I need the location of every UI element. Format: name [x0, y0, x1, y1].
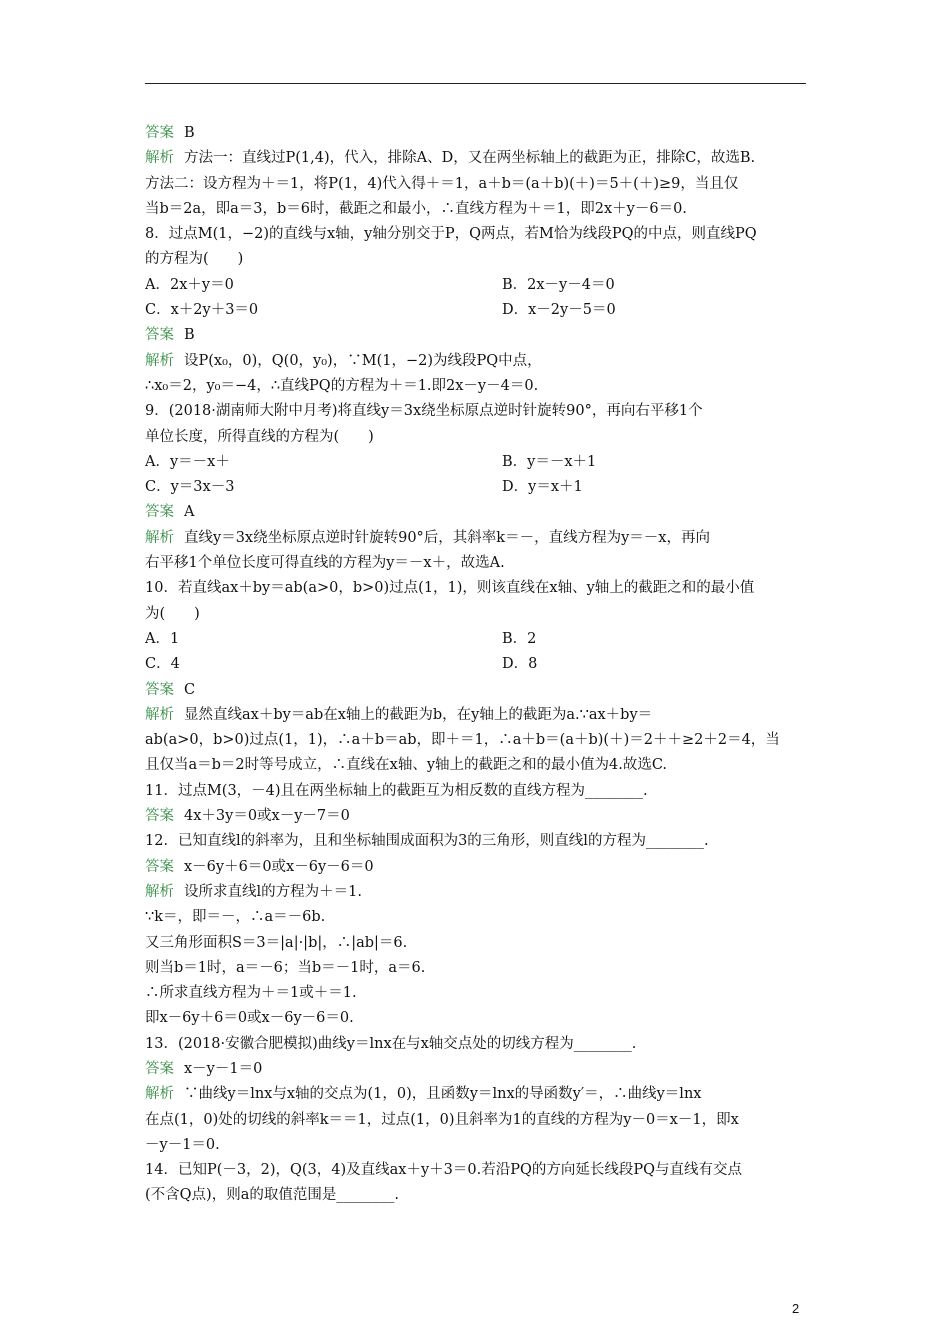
answer-label: 答案	[145, 681, 174, 698]
answer-option: D．x－2y－5＝0	[502, 302, 616, 319]
answer-option: B．2	[502, 630, 537, 647]
answer-label: 解析	[145, 1086, 174, 1103]
header-rule	[145, 83, 806, 84]
answer-label: 答案	[145, 327, 174, 344]
line-text: 在点(1，0)处的切线的斜率k＝＝1，过点(1，0)且斜率为1的直线的方程为y－0＝x－1，即x	[145, 1111, 739, 1128]
line-text: 13．(2018·安徽合肥模拟)曲线y＝lnx在与x轴交点处的切线方程为________.	[145, 1035, 637, 1052]
line-text: 8．过点M(1，−2)的直线与x轴，y轴分别交于P，Q两点，若M恰为线段PQ的中点，则直线PQ	[145, 226, 757, 243]
line-text: 的方程为( )	[145, 251, 244, 268]
text-line	[145, 576, 806, 601]
line-text: 直线y＝3x绕坐标原点逆时针旋转90°后，其斜率k＝－，直线方程为y＝－x，再向	[184, 529, 710, 546]
text-line	[145, 146, 806, 171]
text-line	[145, 1057, 806, 1082]
text-line	[145, 905, 806, 930]
text-line	[145, 222, 806, 247]
text-line	[145, 981, 806, 1006]
text-line	[145, 627, 806, 652]
line-text: ∵曲线y＝lnx与x轴的交点为(1，0)，且函数y＝lnx的导函数y′＝，∴曲线y＝lnx	[184, 1086, 702, 1103]
answer-label: 答案	[145, 125, 174, 141]
line-text: x－6y＋6＝0或x－6y－6＝0	[184, 858, 374, 875]
text-line	[145, 551, 806, 576]
text-line	[145, 526, 806, 551]
answer-option: D．8	[502, 656, 538, 673]
document-body	[145, 121, 806, 1209]
line-text: ab(a>0，b>0)过点(1，1)，∴a＋b＝ab，即＋＝1，∴a＋b＝(a＋b)(＋)＝2＋＋≥2＋2＝4，当	[145, 732, 780, 749]
answer-option: A．2x＋y＝0	[145, 276, 234, 293]
line-text: 4x＋3y＝0或x－y－7＝0	[184, 808, 350, 825]
text-line	[145, 931, 806, 956]
text-line	[145, 425, 806, 450]
line-text: x－y－1＝0	[184, 1060, 263, 1077]
answer-label: 答案	[145, 858, 174, 875]
text-line	[145, 652, 806, 677]
text-line	[145, 500, 806, 525]
answer-option: C．x＋2y＋3＝0	[145, 302, 259, 319]
answer-label: 解析	[145, 706, 174, 723]
text-line	[145, 399, 806, 424]
line-text: C	[184, 681, 196, 698]
line-text: (不含Q点)，则a的取值范围是________.	[145, 1187, 399, 1204]
line-text: 12．已知直线l的斜率为，且和坐标轴围成面积为3的三角形，则直线l的方程为________.	[145, 833, 709, 850]
answer-option: B．y＝－x＋1	[502, 453, 597, 470]
line-text: 且仅当a＝b＝2时等号成立，∴直线在x轴、y轴上的截距之和的最小值为4.故选C.	[145, 757, 668, 774]
line-text: 14．已知P(－3，2)，Q(3，4)及直线ax＋y＋3＝0.若沿PQ的方向延长线段PQ与直线有交点	[145, 1162, 742, 1179]
text-line	[145, 475, 806, 500]
text-line	[145, 349, 806, 374]
line-text: 设P(x₀，0)，Q(0，y₀)，∵M(1，−2)为线段PQ中点，	[184, 352, 542, 369]
text-line	[145, 450, 806, 475]
line-text: ∵k＝，即＝－，∴a＝－6b.	[145, 909, 326, 926]
line-text: 当b＝2a，即a＝3，b＝6时，截距之和最小，∴直线方程为＋＝1，即2x＋y－6＝0.	[145, 200, 687, 217]
line-text: 方法二：设方程为＋＝1，将P(1，4)代入得＋＝1，a＋b＝(a＋b)(＋)＝5＋(＋)≥9，当且仅	[145, 175, 739, 192]
text-line	[145, 602, 806, 627]
text-line	[145, 1032, 806, 1057]
answer-option: C．4	[145, 656, 180, 673]
text-line	[145, 273, 806, 298]
line-text: 右平移1个单位长度可得直线的方程为y＝－x＋，故选A.	[145, 555, 505, 572]
text-line	[145, 880, 806, 905]
text-line	[145, 1082, 806, 1107]
line-text: 方法一：直线过P(1,4)，代入，排除A、D，又在两坐标轴上的截距为正，排除C，故选B.	[184, 150, 756, 167]
answer-label: 答案	[145, 1060, 174, 1077]
answer-option: D．y＝x＋1	[502, 479, 583, 496]
answer-label: 解析	[145, 352, 174, 369]
text-line	[145, 703, 806, 728]
line-text: 则当b＝1时，a＝－6；当b＝－1时，a＝6.	[145, 959, 426, 976]
text-line	[145, 1006, 806, 1031]
text-line	[145, 1108, 806, 1133]
text-line	[145, 753, 806, 778]
answer-option: C．y＝3x－3	[145, 479, 235, 496]
line-text: 设所求直线l的方程为＋＝1.	[184, 883, 362, 900]
answer-label: 解析	[145, 150, 174, 167]
line-text: 显然直线ax＋by＝ab在x轴上的截距为b，在y轴上的截距为a.∵ax＋by＝	[184, 706, 653, 723]
text-line	[145, 956, 806, 981]
text-line	[145, 172, 806, 197]
text-line	[145, 1158, 806, 1183]
line-text: 9．(2018·湖南师大附中月考)将直线y＝3x绕坐标原点逆时针旋转90°，再向右平移1个	[145, 403, 703, 420]
text-line	[145, 678, 806, 703]
line-text: 11．过点M(3，－4)且在两坐标轴上的截距互为相反数的直线方程为________.	[145, 782, 648, 799]
line-text: 又三角形面积S＝3＝|a|·|b|，∴|ab|＝6.	[145, 934, 408, 951]
line-text: ∴所求直线方程为＋＝1或＋＝1.	[145, 985, 357, 1002]
text-line	[145, 121, 806, 146]
text-line	[145, 247, 806, 272]
line-text: A	[184, 504, 195, 521]
page-number: 2	[792, 1301, 800, 1316]
answer-label: 答案	[145, 504, 174, 521]
line-text: B	[184, 125, 195, 141]
text-line	[145, 1183, 806, 1208]
answer-option: B．2x－y－4＝0	[502, 276, 615, 293]
answer-option: A．y＝－x＋	[145, 453, 230, 470]
text-line	[145, 728, 806, 753]
line-text: ∴x₀＝2，y₀＝−4，∴直线PQ的方程为＋＝1.即2x－y－4＝0.	[145, 377, 539, 394]
text-line	[145, 374, 806, 399]
line-text: 10．若直线ax＋by＝ab(a>0，b>0)过点(1，1)，则该直线在x轴、y轴上的截距之和的最小值	[145, 580, 755, 597]
answer-label: 解析	[145, 529, 174, 546]
text-line	[145, 804, 806, 829]
answer-label: 答案	[145, 808, 174, 825]
text-line	[145, 298, 806, 323]
text-line	[145, 829, 806, 854]
text-line	[145, 779, 806, 804]
line-text: －y－1＝0.	[145, 1136, 220, 1153]
line-text: 单位长度，所得直线的方程为( )	[145, 428, 374, 445]
line-text: B	[184, 327, 195, 344]
line-text: 为( )	[145, 605, 200, 622]
answer-label: 解析	[145, 883, 174, 900]
text-line	[145, 323, 806, 348]
text-line	[145, 197, 806, 222]
text-line	[145, 855, 806, 880]
text-line	[145, 1133, 806, 1158]
line-text: 即x－6y＋6＝0或x－6y－6＝0.	[145, 1010, 354, 1027]
answer-option: A．1	[145, 630, 180, 647]
